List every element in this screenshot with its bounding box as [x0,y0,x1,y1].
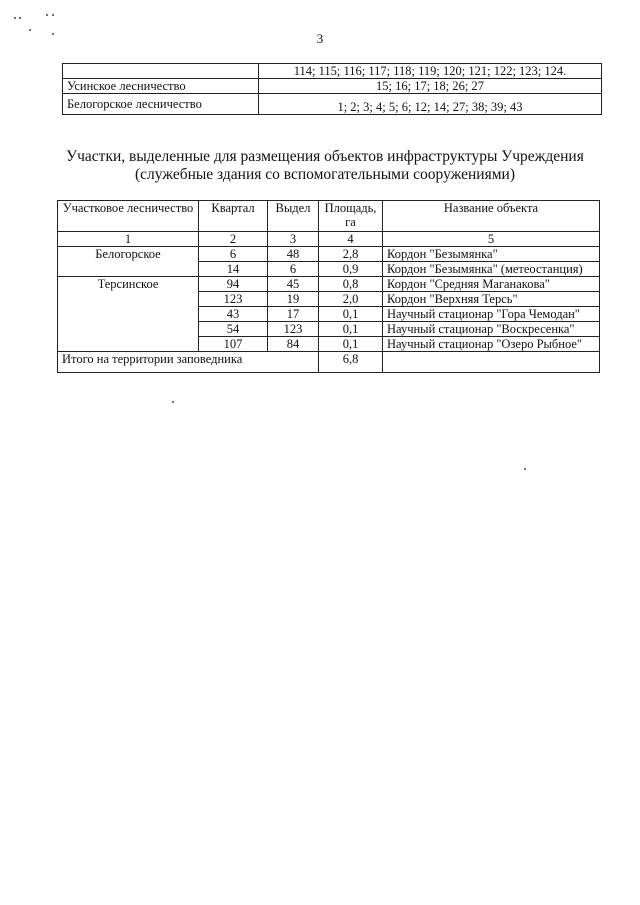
area-cell: 0,1 [319,322,383,337]
area-cell: 0,1 [319,307,383,322]
page-number: 3 [316,31,324,46]
object-cell: Кордон "Безымянка" [383,247,600,262]
table-header-row [58,201,600,232]
forestry-name-cell: Усинское лесничество [63,79,259,94]
heading-line: (служебные здания со вспомогательными сооружениями) [135,166,515,183]
forestry-group-cell: Терсинское [58,277,199,352]
quarters-cell: 1; 2; 3; 4; 5; 6; 12; 14; 27; 38; 39; 43 [259,94,602,115]
header-area: Площадь, га [319,201,383,232]
heading-line: Участки, выделенные для размещения объектов инфраструктуры Учреждения [66,148,584,165]
kvartal-cell: 14 [199,262,268,277]
object-cell: Научный стационар "Озеро Рыбное" [383,337,600,352]
table-row [58,277,600,292]
column-number: 3 [268,232,319,247]
scan-speck [14,17,16,19]
forestry-name-cell: Белогорское лесничество [63,94,259,115]
header-vydel: Выдел [268,201,319,232]
forestry-group-cell: Белогорское [58,247,199,277]
scan-speck [172,401,174,403]
kvartal-cell: 54 [199,322,268,337]
area-cell: 0,1 [319,337,383,352]
column-number-row [58,232,600,247]
scan-speck [52,14,54,16]
vydel-cell: 84 [268,337,319,352]
quarters-cell: 114; 115; 116; 117; 118; 119; 120; 121; 122; 123; 124. [259,64,602,79]
table-row [58,247,600,262]
scan-speck [46,14,48,16]
object-cell: Научный стационар "Гора Чемодан" [383,307,600,322]
kvartal-cell: 123 [199,292,268,307]
section-heading [40,148,610,184]
column-number: 4 [319,232,383,247]
header-kvartal: Квартал [199,201,268,232]
area-cell: 2,0 [319,292,383,307]
forestry-quarters-table [62,63,602,115]
column-number: 5 [383,232,600,247]
vydel-cell: 45 [268,277,319,292]
column-number: 1 [58,232,199,247]
forestry-name-cell [63,64,259,79]
scan-speck [19,17,21,19]
vydel-cell: 17 [268,307,319,322]
table-row [63,64,602,79]
vydel-cell: 123 [268,322,319,337]
total-area: 6,8 [319,352,383,373]
vydel-cell: 48 [268,247,319,262]
kvartal-cell: 107 [199,337,268,352]
area-cell: 2,8 [319,247,383,262]
header-object: Название объекта [383,201,600,232]
table-row [63,94,602,115]
header-forestry: Участковое лесничество [58,201,199,232]
total-row [58,352,600,373]
quarters-cell: 15; 16; 17; 18; 26; 27 [259,79,602,94]
infrastructure-table [57,200,600,373]
object-cell: Кордон "Верхняя Терсь" [383,292,600,307]
vydel-cell: 6 [268,262,319,277]
object-cell: Научный стационар "Воскресенка" [383,322,600,337]
kvartal-cell: 43 [199,307,268,322]
vydel-cell: 19 [268,292,319,307]
object-cell: Кордон "Средняя Маганакова" [383,277,600,292]
kvartal-cell: 6 [199,247,268,262]
area-cell: 0,9 [319,262,383,277]
kvartal-cell: 94 [199,277,268,292]
column-number: 2 [199,232,268,247]
total-object-empty [383,352,600,373]
total-label: Итого на территории заповедника [58,352,319,373]
table-row [63,79,602,94]
scan-speck [524,468,526,470]
object-cell: Кордон "Безымянка" (метеостанция) [383,262,600,277]
area-cell: 0,8 [319,277,383,292]
